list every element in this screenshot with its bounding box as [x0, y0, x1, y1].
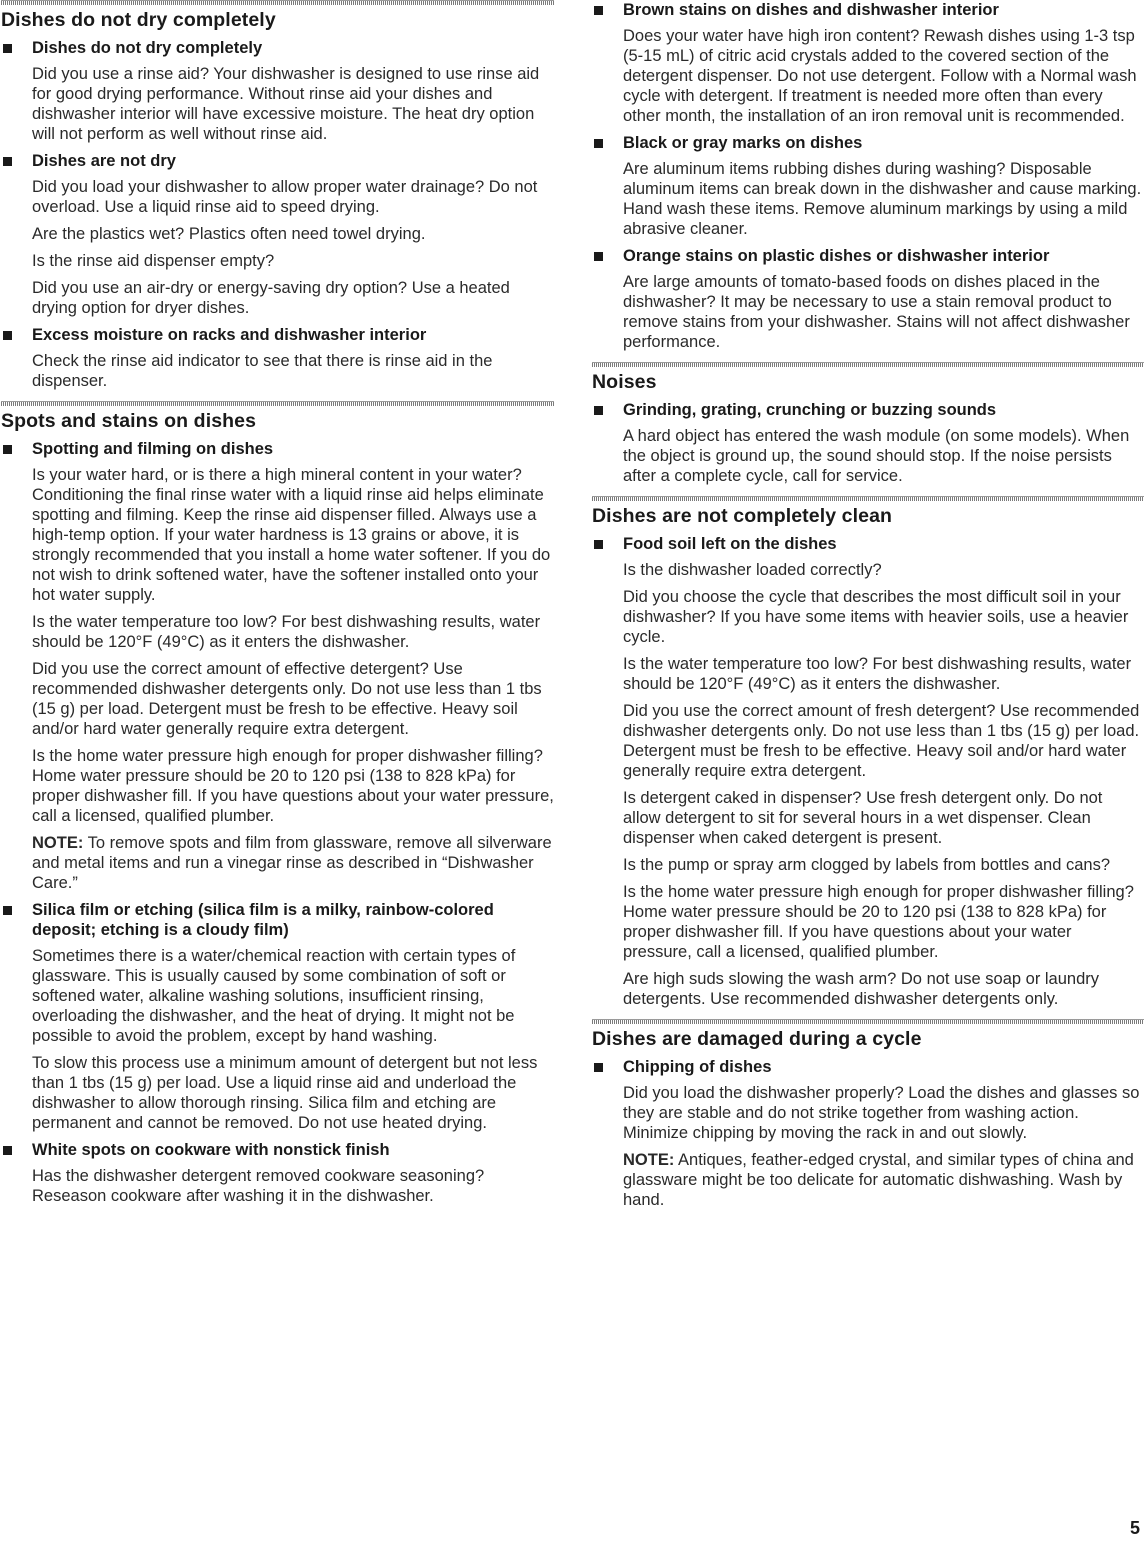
paragraph-text: Did you choose the cycle that describes the most difficult soil in your dishwasher? If you have some items with heavier soils, use a heavier cycle.: [623, 588, 1129, 646]
square-bullet-icon: [594, 6, 603, 15]
paragraph-text: Has the dishwasher detergent removed cookware seasoning? Reseason cookware after washing it in the dishwasher.: [32, 1167, 485, 1205]
paragraph: [623, 159, 1144, 239]
square-bullet-icon: [594, 252, 603, 261]
paragraph-text: Are high suds slowing the wash arm? Do not use soap or laundry detergents. Use recommended dishwasher detergents only.: [623, 970, 1100, 1008]
item-heading: Food soil left on the dishes: [623, 535, 837, 553]
paragraph-text: Is the water temperature too low? For best dishwashing results, water should be 120°F (49°C) as it enters the dishwasher.: [32, 613, 541, 651]
square-bullet-icon: [594, 406, 603, 415]
paragraph: [623, 272, 1144, 352]
page-number: 5: [1129, 1518, 1140, 1538]
square-bullet-icon: [594, 1063, 603, 1072]
paragraph: [32, 465, 554, 605]
list-item: [1, 38, 554, 144]
paragraph: [32, 1053, 554, 1133]
note-label: NOTE:: [623, 1151, 675, 1169]
paragraph-text: Are large amounts of tomato-based foods on dishes placed in the dishwasher? It may be necessary to use a stain removal product to remove stains from your dishwasher. Stains will not affect dishwasher performance.: [623, 273, 1130, 351]
paragraph: [623, 654, 1144, 694]
paragraph-text: Did you use a rinse aid? Your dishwasher is designed to use rinse aid for good drying performance. Without rinse aid your dishes and dishwasher interior will have excessive moisture. The heat dry option will not perform as well without rinse aid.: [32, 65, 540, 143]
item-heading: Grinding, grating, crunching or buzzing sounds: [623, 401, 997, 419]
list-item: [592, 400, 1144, 486]
paragraph-text: Did you load your dishwasher to allow proper water drainage? Do not overload. Use a liquid rinse aid to speed drying.: [32, 178, 538, 216]
paragraph-text: Is the home water pressure high enough for proper dishwasher filling? Home water pressure should be 20 to 120 psi (138 to 828 kPa) for proper dishwasher fill. If you have questions about your water pressure, call a licensed, qualified plumber.: [623, 883, 1134, 961]
paragraph: [32, 351, 554, 391]
item-heading: Excess moisture on racks and dishwasher interior: [32, 326, 427, 344]
paragraph: [32, 224, 554, 244]
section-heading: Spots and stains on dishes: [1, 410, 257, 432]
paragraph: [623, 1083, 1144, 1143]
square-bullet-icon: [3, 331, 12, 340]
list-item: [1, 1140, 554, 1206]
paragraph: [32, 946, 554, 1046]
square-bullet-icon: [594, 139, 603, 148]
paragraph-text: A hard object has entered the wash module (on some models). When the object is ground up, the sound should stop. If the noise persists after a complete cycle, call for service.: [623, 427, 1130, 485]
paragraph-text: Did you load the dishwasher properly? Load the dishes and glasses so they are stable and do not strike together from washing action. Minimize chipping by moving the rack in and out slowly.: [623, 1084, 1140, 1142]
item-heading: Orange stains on plastic dishes or dishwasher interior: [623, 247, 1050, 265]
square-bullet-icon: [594, 540, 603, 549]
list-item: [592, 246, 1144, 352]
list-item: [1, 900, 554, 1133]
paragraph: [623, 426, 1144, 486]
paragraph: [32, 177, 554, 217]
list-item: [592, 1057, 1144, 1210]
section-heading: Dishes do not dry completely: [1, 9, 276, 31]
list-item: [592, 133, 1144, 239]
square-bullet-icon: [3, 44, 12, 53]
paragraph: [623, 1150, 1144, 1210]
square-bullet-icon: [3, 1146, 12, 1155]
paragraph: [32, 833, 554, 893]
section-divider: [1, 401, 554, 406]
paragraph: [623, 882, 1144, 962]
list-item: [592, 0, 1144, 126]
square-bullet-icon: [3, 445, 12, 454]
square-bullet-icon: [3, 157, 12, 166]
paragraph-text: Sometimes there is a water/chemical reaction with certain types of glassware. This is usually caused by some combination of soft or softened water, alkaline washing solutions, insufficient rinsing, overloading the dishwasher, and the heat of drying. It might not be possible to avoid the problem, except by hand washing.: [32, 947, 516, 1045]
paragraph-text: Did you use an air-dry or energy-saving dry option? Use a heated drying option for dryer dishes.: [32, 279, 510, 317]
paragraph: [623, 788, 1144, 848]
paragraph-text: Is the home water pressure high enough for proper dishwasher filling? Home water pressure should be 20 to 120 psi (138 to 828 kPa) for proper dishwasher fill. If you have questions about your water pressure, call a licensed, qualified plumber.: [32, 747, 554, 825]
list-item: [592, 534, 1144, 1009]
section-heading: Dishes are damaged during a cycle: [592, 1028, 922, 1050]
paragraph-text: Is the water temperature too low? For best dishwashing results, water should be 120°F (49°C) as it enters the dishwasher.: [623, 655, 1132, 693]
section-heading: Noises: [592, 371, 657, 393]
item-heading: Chipping of dishes: [623, 1058, 772, 1076]
list-item: [1, 325, 554, 391]
item-heading: Silica film or etching (silica film is a milky, rainbow-colored deposit; etching is a cloudy film): [32, 901, 494, 939]
paragraph-text: Is detergent caked in dispenser? Use fresh detergent only. Do not allow detergent to sit for several hours in a wet dispenser. Clean dispenser when caked detergent is present.: [623, 789, 1103, 847]
paragraph-text: Does your water have high iron content? Rewash dishes using 1-3 tsp (5-15 mL) of citric acid crystals added to the covered section of the detergent dispenser. Do not use detergent. Follow with a Normal wash cycle with detergent. If treatment is needed more often than every other month, the installation of an iron removal unit is recommended.: [623, 27, 1137, 125]
paragraph-text: Is the pump or spray arm clogged by labels from bottles and cans?: [623, 856, 1110, 874]
item-heading: Black or gray marks on dishes: [623, 134, 863, 152]
section-divider: [592, 496, 1144, 501]
item-heading: Brown stains on dishes and dishwasher interior: [623, 1, 999, 19]
section-divider: [592, 362, 1144, 367]
item-heading: Spotting and filming on dishes: [32, 440, 274, 458]
section: [592, 0, 1144, 352]
square-bullet-icon: [3, 906, 12, 915]
paragraph: [32, 1166, 554, 1206]
paragraph: [623, 26, 1144, 126]
paragraph-text: To remove spots and film from glassware, remove all silverware and metal items and run a vinegar rinse as described in “Dishwasher Care.”: [32, 834, 552, 892]
paragraph-text: Is the dishwasher loaded correctly?: [623, 561, 882, 579]
paragraph: [32, 659, 554, 739]
section-divider: [592, 1019, 1144, 1024]
item-heading: White spots on cookware with nonstick finish: [32, 1141, 390, 1159]
section: [592, 496, 1144, 1009]
paragraph-text: Did you use the correct amount of fresh detergent? Use recommended dishwasher detergents only. Do not use less than 1 tbs (15 g) per load. Detergent must be fresh to be effective. Heavy soil and/or hard water generally require extra detergent.: [623, 702, 1140, 780]
paragraph-text: Did you use the correct amount of effective detergent? Use recommended dishwasher detergents only. Do not use less than 1 tbs (15 g) per load. Detergent must be fresh to be effective. Heavy soil and/or hard water generally require extra detergent.: [32, 660, 542, 738]
item-heading: Dishes are not dry: [32, 152, 176, 170]
paragraph: [623, 560, 1144, 580]
paragraph-text: Is your water hard, or is there a high mineral content in your water? Conditioning the final rinse water with a liquid rinse aid helps eliminate spotting and filming. Keep the rinse aid dispenser filled. Always use a high-temp option. If your water hardness is 13 grains or above, it is strongly recommended that you install a home water softener. If you do not wish to drink softened water, have the softener installed onto your hot water supply.: [32, 466, 551, 604]
paragraph-text: To slow this process use a minimum amount of detergent but not less than 1 tbs (15 g) per load. Use a liquid rinse aid and underload the dishwasher to allow thorough rinsing. Silica film and etching are permanent and cannot be removed. Do not use heated drying.: [32, 1054, 538, 1132]
paragraph-text: Are the plastics wet? Plastics often need towel drying.: [32, 225, 426, 243]
paragraph: [32, 64, 554, 144]
paragraph: [623, 855, 1144, 875]
section-heading: Dishes are not completely clean: [592, 505, 893, 527]
item-heading: Dishes do not dry completely: [32, 39, 263, 57]
section: [592, 362, 1144, 486]
paragraph: [623, 969, 1144, 1009]
note-label: NOTE:: [32, 834, 84, 852]
paragraph: [32, 251, 554, 271]
paragraph: [623, 587, 1144, 647]
paragraph-text: Is the rinse aid dispenser empty?: [32, 252, 275, 270]
section-divider: [1, 0, 554, 5]
paragraph: [623, 701, 1144, 781]
right-column: [592, 0, 1144, 1217]
section: [1, 401, 554, 1206]
paragraph: [32, 612, 554, 652]
paragraph: [32, 746, 554, 826]
paragraph: [32, 278, 554, 318]
left-column: [1, 0, 554, 1213]
paragraph-text: Antiques, feather-edged crystal, and similar types of china and glassware might be too delicate for automatic dishwashing. Wash by hand.: [623, 1151, 1134, 1209]
list-item: [1, 439, 554, 893]
section: [592, 1019, 1144, 1210]
section: [1, 0, 554, 391]
paragraph-text: Check the rinse aid indicator to see that there is rinse aid in the dispenser.: [32, 352, 493, 390]
list-item: [1, 151, 554, 318]
paragraph-text: Are aluminum items rubbing dishes during washing? Disposable aluminum items can break down in the dishwasher and cause marking. Hand wash these items. Remove aluminum markings by using a mild abrasive cleaner.: [623, 160, 1142, 238]
